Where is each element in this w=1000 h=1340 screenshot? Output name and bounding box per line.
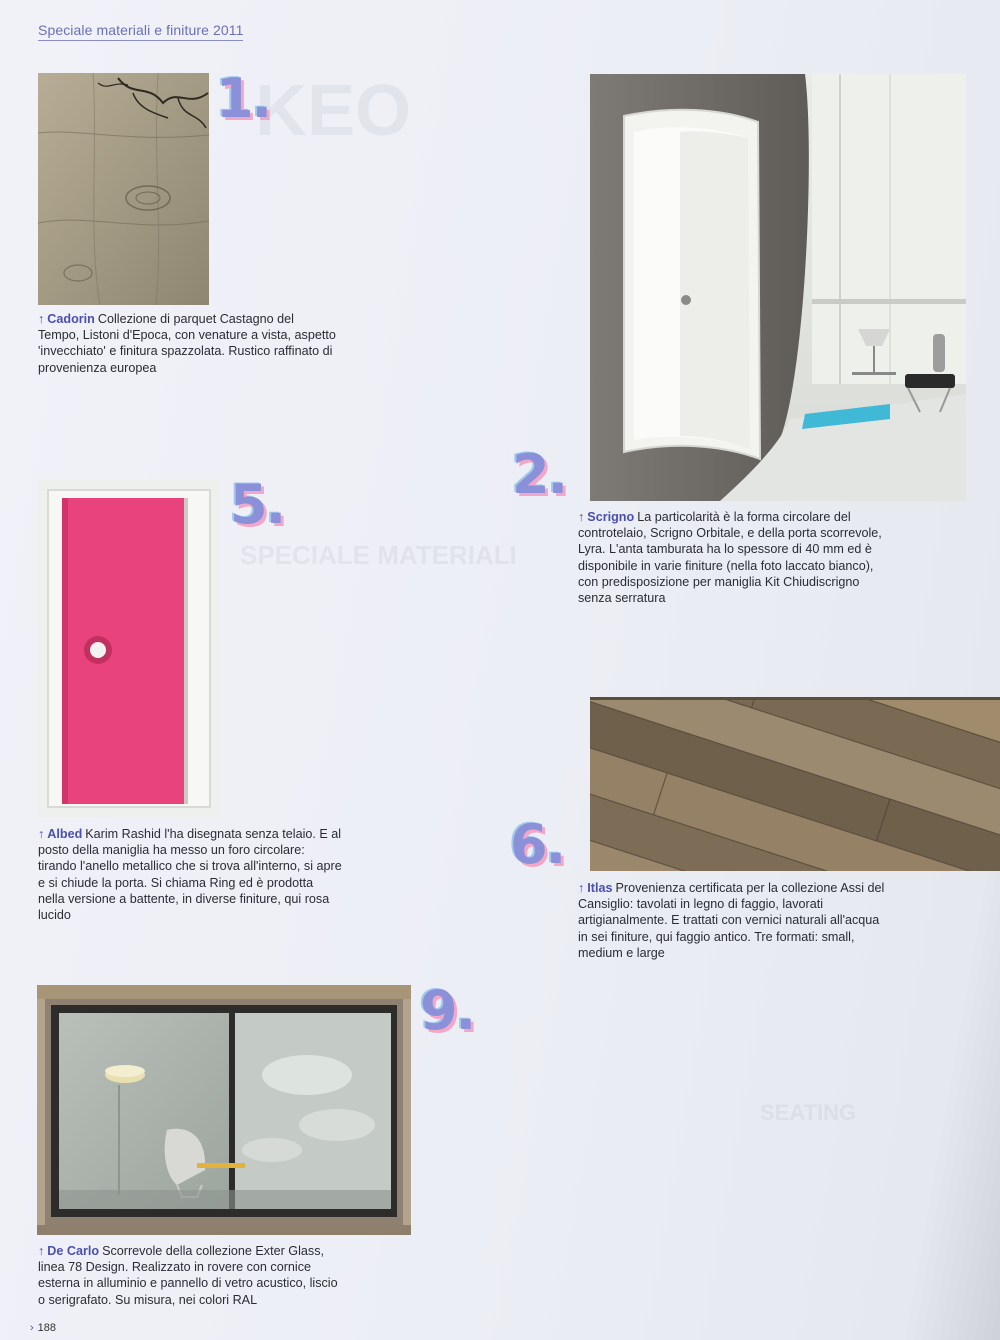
item-number-6: 6. — [510, 813, 565, 876]
caption-text: La particolarità è la forma circolare del controtelaio, Scrigno Orbitale, e della porta scorrevole, Lyra. L'anta tamburata ha lo spessore di 40 mm ed è disponibile in varie finiture (nella foto laccato bianco), con predisposizione per maniglia Kit Chiudiscrigno senza serratura — [578, 510, 882, 606]
section-header: Speciale materiali e finiture 2011 — [38, 22, 243, 41]
brand-name: Albed — [47, 827, 83, 841]
parquet-image — [38, 73, 209, 305]
photo-itlas-wood — [590, 697, 1000, 871]
up-arrow-icon: ↑ — [38, 827, 45, 841]
brand-name: Itlas — [587, 881, 613, 895]
brand-name: Cadorin — [47, 312, 95, 326]
caption-text: Scorrevole della collezione Exter Glass, linea 78 Design. Realizzato in rovere con cornice esterna in alluminio e pannello di vetro acustico, liscio o serigrafato. Su misura, nei colori RAL — [38, 1244, 338, 1307]
up-arrow-icon: ↑ — [38, 312, 45, 326]
caption-decarlo — [38, 1243, 338, 1308]
page-number-text: 188 — [37, 1322, 57, 1334]
caption-text: Provenienza certificata per la collezione Assi del Cansiglio: tavolati in legno di faggio, lavorati artigianalmente. E trattati con vernici naturali all'acqua in sei finiture, qui faggio antico. Tre formati: small, medium e large — [578, 881, 885, 960]
item-number-2: 2. — [512, 443, 567, 506]
up-arrow-icon: ↑ — [578, 510, 585, 524]
caption-albed — [38, 826, 343, 923]
photo-scrigno-door — [590, 74, 966, 501]
pink-door-image — [38, 480, 220, 817]
page-marker-icon: › — [30, 1322, 34, 1334]
ghost-text: SPECIALE MATERIALI — [240, 540, 517, 570]
curved-door-image — [590, 74, 966, 501]
page-number — [30, 1322, 56, 1334]
up-arrow-icon: ↑ — [38, 1244, 45, 1258]
caption-text: Karim Rashid l'ha disegnata senza telaio. E al posto della maniglia ha messo un foro circolare: tirando l'anello metallico che si trova all'interno, si apre e si chiude la porta. Si chiama Ring ed è prodotta nella versione a battente, in diverse finiture, qui rosa lucido — [38, 827, 342, 923]
caption-cadorin — [38, 311, 338, 376]
item-number-1: 1. — [216, 67, 271, 130]
caption-text: Collezione di parquet Castagno del Tempo, Listoni d'Epoca, con venature a vista, aspetto 'invecchiato' e finitura spazzolata. Rustico raffinato di provenienza europea — [38, 312, 336, 375]
wood-planks-image — [590, 697, 1000, 871]
photo-cadorin-parquet — [38, 73, 209, 305]
photo-decarlo-window — [37, 985, 411, 1235]
ghost-text: SEATING — [760, 1100, 857, 1125]
ghost-text: KEO — [255, 71, 412, 151]
brand-name: Scrigno — [587, 510, 635, 524]
brand-name: De Carlo — [47, 1244, 100, 1258]
photo-albed-door — [38, 480, 220, 817]
caption-scrigno — [578, 509, 888, 606]
sliding-window-image — [37, 985, 411, 1235]
item-number-9: 9. — [420, 979, 475, 1042]
up-arrow-icon: ↑ — [578, 881, 585, 895]
item-number-5: 5. — [230, 473, 285, 536]
caption-itlas — [578, 880, 888, 961]
